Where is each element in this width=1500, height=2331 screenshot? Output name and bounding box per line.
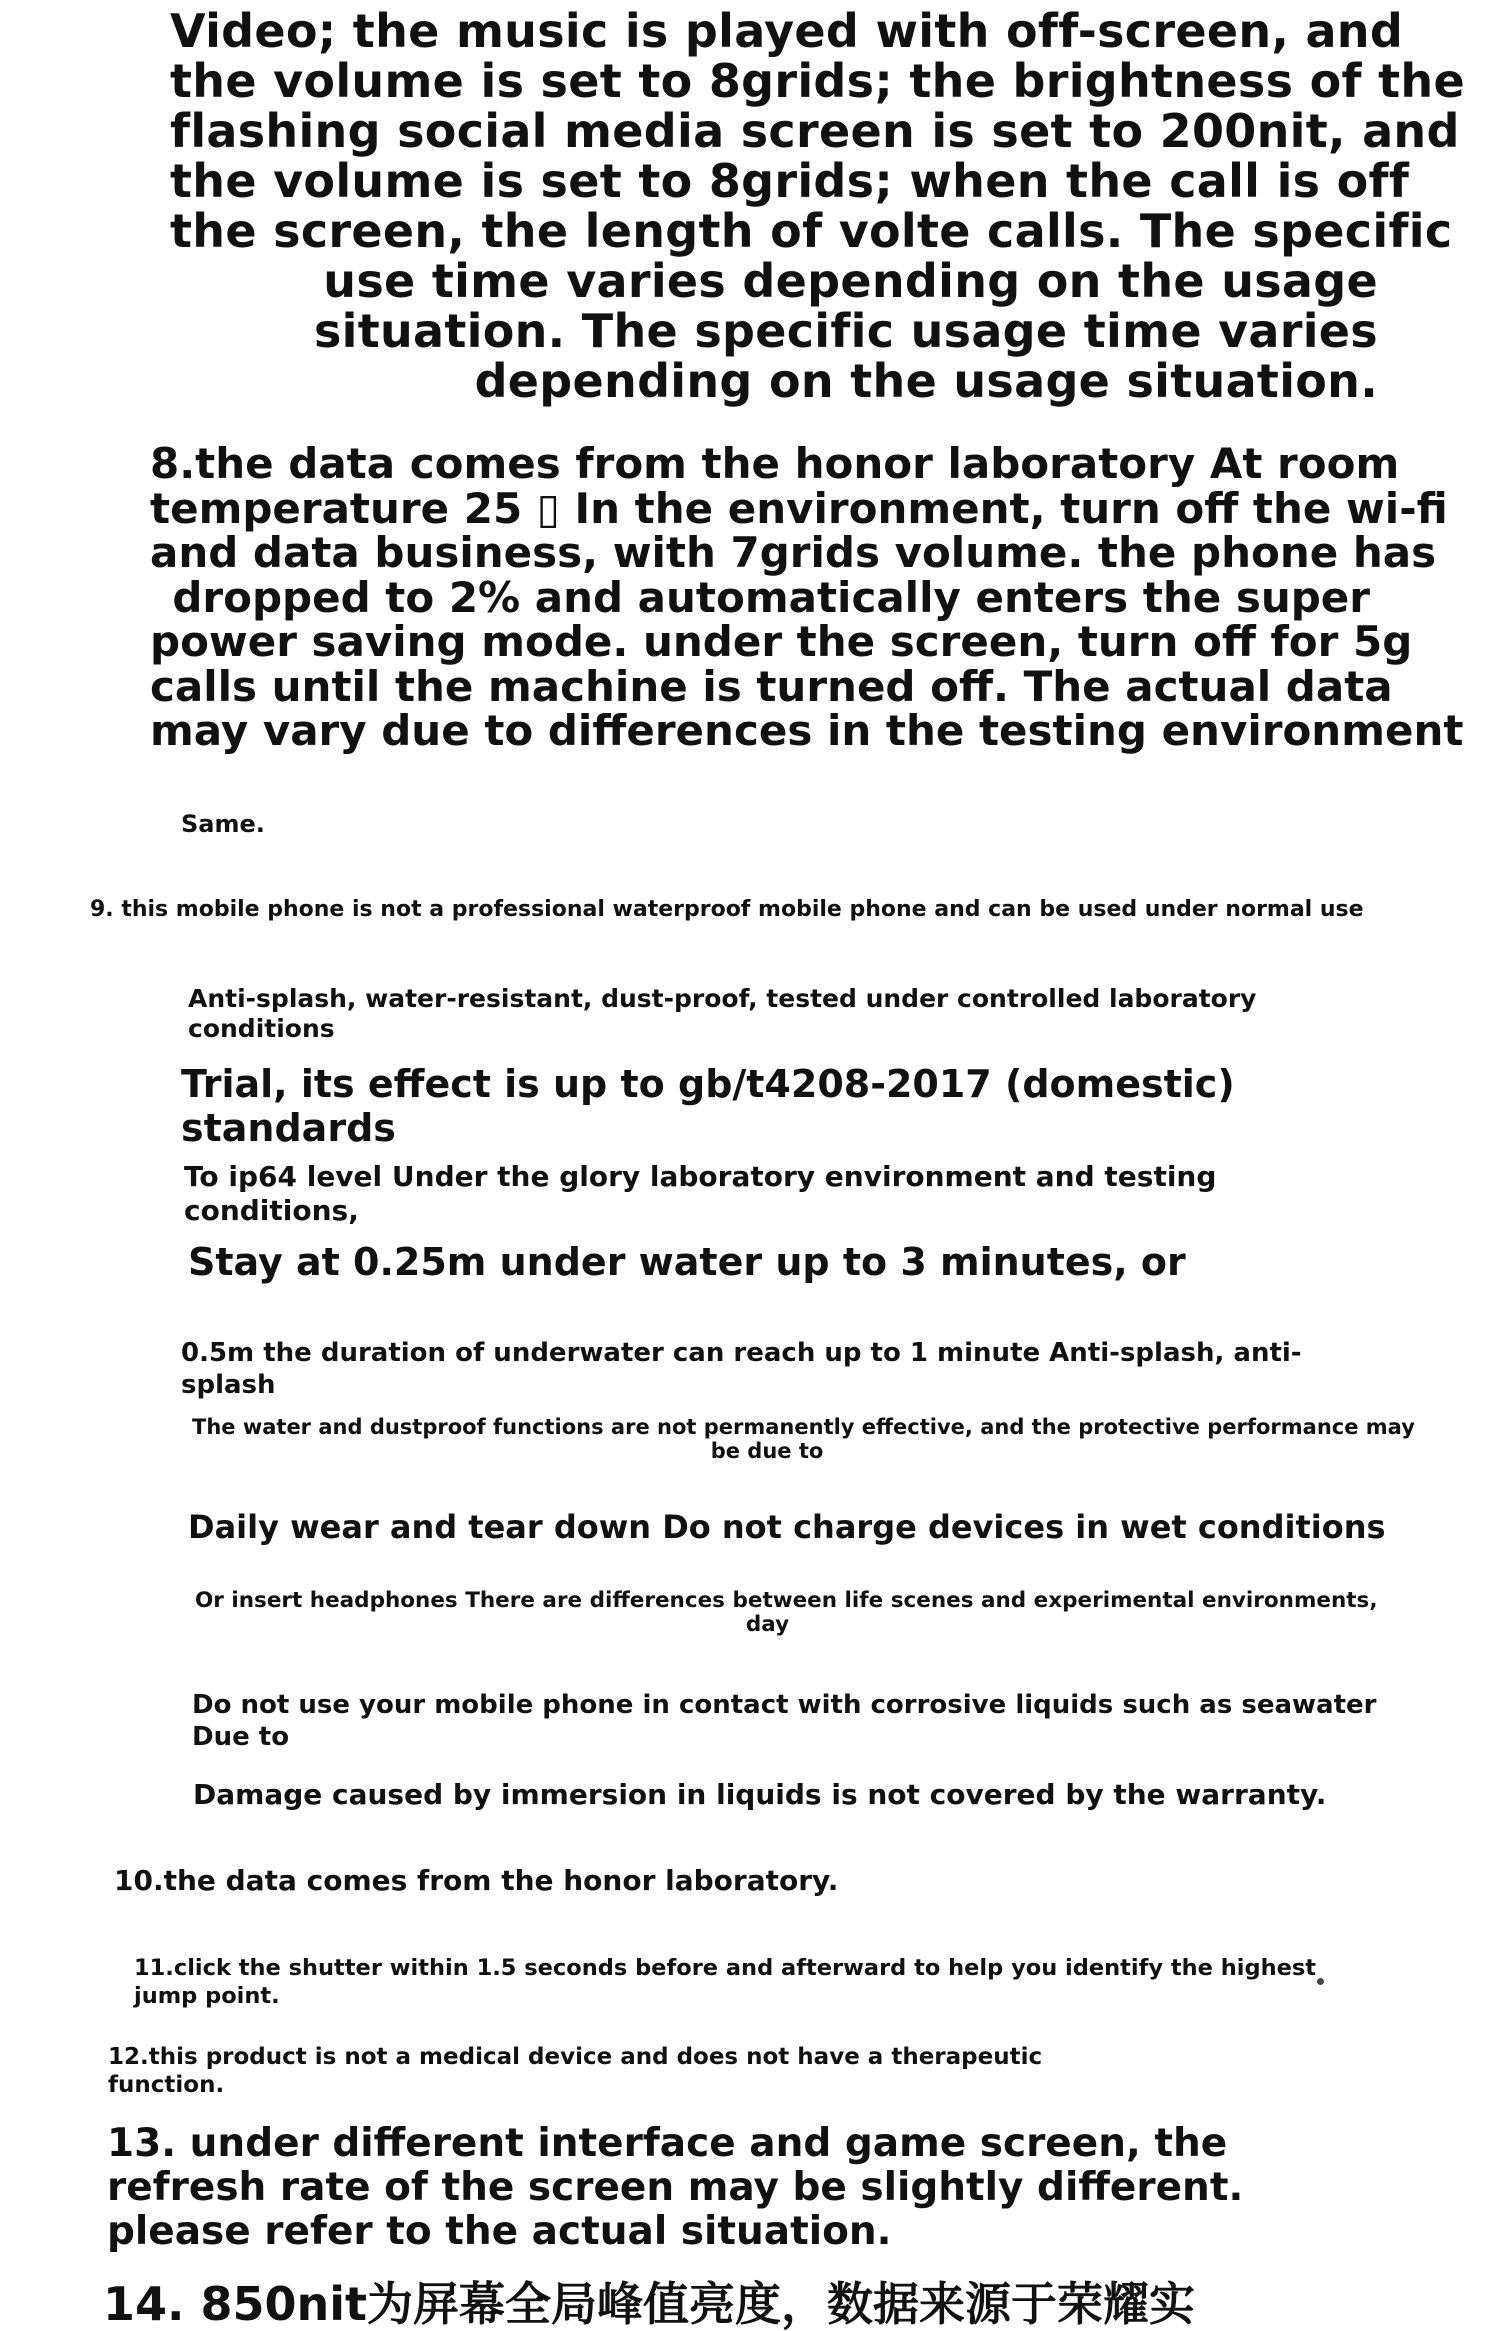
- waterproof-line-depth-025: Stay at 0.25m under water up to 3 minutes, or: [188, 1240, 1186, 1284]
- note-9-waterproof: 9. this mobile phone is not a professional waterproof mobile phone and can be used under normal use: [90, 897, 1364, 922]
- note-10-data-source: 10.the data comes from the honor laboratory.: [114, 1864, 839, 1897]
- waterproof-line-warranty: Damage caused by immersion in liquids is not covered by the warranty.: [193, 1778, 1327, 1811]
- waterproof-line-ip64: To ip64 level Under the glory laboratory environment and testing conditions,: [184, 1160, 1217, 1227]
- text-line: and data business, with 7grids volume. the phone has: [150, 528, 1437, 577]
- text-line: situation. The specific usage time varies: [313, 304, 1378, 358]
- waterproof-line-depth-05: 0.5m the duration of underwater can reach up to 1 minute Anti-splash, anti-splash: [181, 1338, 1302, 1400]
- note-same: Same.: [181, 810, 265, 838]
- text-line: Or insert headphones There are differences between life scenes and experimental environments,: [195, 1588, 1378, 1613]
- text-line: calls until the machine is turned off. The actual data: [150, 661, 1393, 711]
- text-line: be due to: [710, 1439, 824, 1463]
- text-line: 8.the data comes from the honor laboratory At room: [150, 439, 1400, 488]
- text-line: 13. under different interface and game screen, the: [107, 2121, 1228, 2166]
- text-line: the volume is set to 8grids; the brightness of the: [170, 54, 1465, 108]
- text-line: power saving mode. under the screen, turn off for 5g: [150, 617, 1413, 666]
- text-line: use time varies depending on the usage: [323, 254, 1378, 308]
- text-line: refresh rate of the screen may be slightly different.: [107, 2165, 1244, 2210]
- note-11-shutter: 11.click the shutter within 1.5 seconds before and afterward to help you identify the highest jump point.: [134, 1955, 1317, 2009]
- text-line: dropped to 2% and automatically enters the super: [172, 572, 1370, 622]
- paragraph-usage-time: [170, 4, 1465, 408]
- text-line: day: [745, 1612, 790, 1637]
- text-line: depending on the usage situation.: [474, 354, 1378, 408]
- text-line: please refer to the actual situation.: [107, 2209, 892, 2254]
- text-line: may vary due to differences in the testing environment: [150, 706, 1464, 755]
- text-line: Video; the music is played with off-screen, and: [170, 4, 1404, 58]
- text-line: temperature 25 ▯ In the environment, turn off the wi-fi: [150, 483, 1448, 533]
- waterproof-line-standard: Trial, its effect is up to gb/t4208-2017 (domestic) standards: [181, 1062, 1235, 1150]
- text-line: the volume is set to 8grids; when the call is off: [170, 154, 1410, 208]
- waterproof-line-corrosive: Do not use your mobile phone in contact with corrosive liquids such as seawater Due to: [192, 1690, 1377, 1752]
- note-13-refresh-rate: [107, 2122, 1307, 2254]
- note-14-brightness: 14. 850nit为屏幕全局峰值亮度，数据来源于荣耀实: [103, 2277, 1196, 2331]
- note-8-battery-test: [150, 439, 1464, 755]
- waterproof-line-wet-charging: Daily wear and tear down Do not charge devices in wet conditions: [188, 1508, 1386, 1546]
- speck-dot: [1317, 1978, 1324, 1985]
- text-line: flashing social media screen is set to 200nit, and: [170, 104, 1460, 158]
- note-12-medical: 12.this product is not a medical device and does not have a therapeutic function.: [108, 2044, 1043, 2098]
- text-line: The water and dustproof functions are not permanently effective, and the protective performance may: [192, 1415, 1415, 1439]
- waterproof-line-anti-splash: Anti-splash, water-resistant, dust-proof, tested under controlled laboratory conditions: [188, 984, 1257, 1043]
- waterproof-line-not-permanent: [192, 1415, 1415, 1463]
- text-line: the screen, the length of volte calls. The specific: [170, 204, 1453, 258]
- waterproof-line-headphones: [195, 1588, 1378, 1637]
